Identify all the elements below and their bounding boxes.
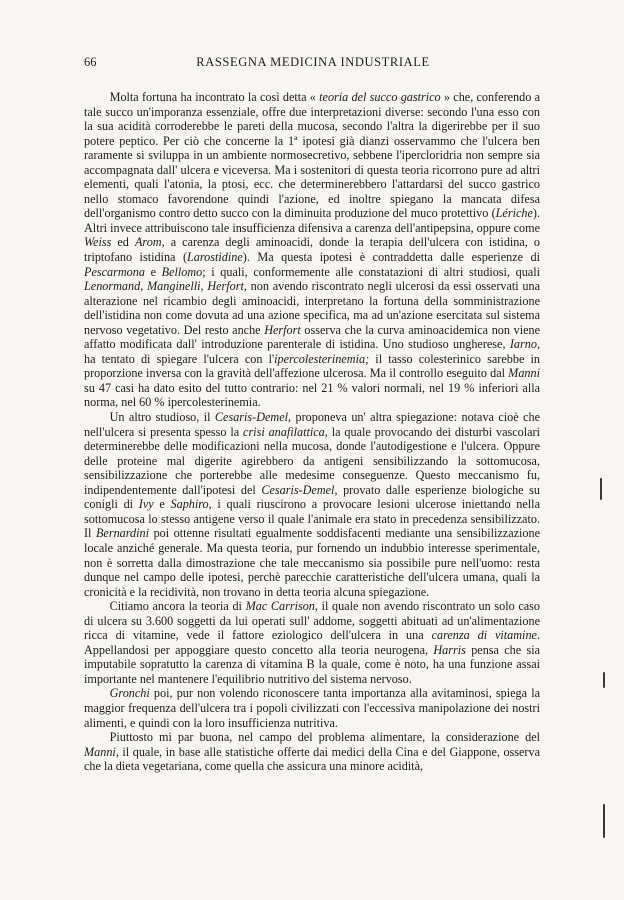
text-run: Citiamo ancora la teoria di bbox=[109, 599, 246, 614]
italic-run: Larostidine bbox=[187, 250, 243, 265]
italic-run: Cesaris-Demel bbox=[214, 410, 289, 425]
italic-run: Iarno bbox=[509, 337, 537, 352]
text-run: Un altro studioso, il bbox=[109, 410, 215, 425]
running-title: RASSEGNA MEDICINA INDUSTRIALE bbox=[196, 55, 430, 69]
italic-run: Manni bbox=[84, 744, 116, 759]
page-number: 66 bbox=[84, 55, 97, 69]
italic-run: crisi anafilattica bbox=[243, 424, 325, 439]
italic-run: ipercolesterinemia; bbox=[274, 351, 370, 366]
text-run: , ha tentato di spiegare l'ulcera con l' bbox=[84, 337, 540, 366]
text-run: ). Ma questa ipotesi è contraddetta dalle esperienze di bbox=[242, 250, 540, 265]
text-run: , il quale non avendo riscontrato un solo caso di ulcera su 3.600 soggetti da lui operati sull' addome, soggetti abituati ad un'alimentazione ricca di vitamine, vede il fattore eziologico dell'ulcera in una bbox=[84, 599, 540, 643]
text-run: e bbox=[153, 497, 171, 512]
text-run: , proponeva un' altra spiegazione: notava cioè che nell'ulcera si presenta spesso la bbox=[84, 410, 540, 439]
italic-run: Bernardini bbox=[95, 526, 150, 541]
paragraph bbox=[84, 730, 540, 774]
text-run: Piuttosto mi par buona, nel campo del problema alimentare, la considerazione del bbox=[109, 730, 540, 745]
italic-run: Manginelli bbox=[147, 279, 201, 294]
italic-run: Ivy bbox=[138, 497, 154, 512]
text-run: » che, conferendo a tale succo un'imporanza essenziale, offre due interpretazioni diverse: secondo l'una esso con la sua acidità corroderebbe le pareti della mucosa, secondo l'altra la digerirebbe per il suo potere peptico. Per ciò che concerne la 1ª ipotesi già dianzi osservammo che l'ulcera ben raramente si sviluppa in un ambiente normosecretivo, sebbene l'ipercloridria non sempre sia accompagnata dall' ulcera e viceversa. Ma i sostenitori di questa teoria ricorrono pure ad altri elementi, quali l'atonia, la ptosi, ecc. che determinerebbero l'attardarsi del succo gastrico nello stomaco favorendone quindi l'azione, ed inoltre spiegano la mancata difesa dell'organismo contro detto succo con la diminuita produzione del muco protettivo ( bbox=[84, 90, 540, 221]
body-text bbox=[84, 90, 540, 774]
italic-run: teoria del succo gastrico bbox=[319, 90, 441, 104]
italic-run: Arom bbox=[134, 235, 162, 250]
text-run: poi ottenne risultati egualmente soddisfacenti mediante una sensibilizzazione locale anziché generale. Ma questa teoria, pur fornendo un indubbio interesse sperimentale, non è sorretta dalla dimostrazione che tale meccanismo sia possibile pure nell'uomo: resta dunque nel campo delle ipotesi, perchè parecchie caratteristiche dell'ulcera umana, quali la cronicità e la recidività, non trovano in detta teoria alcuna spiegazione. bbox=[84, 526, 540, 599]
italic-run: Cesaris-Demel bbox=[261, 482, 335, 497]
margin-mark bbox=[600, 478, 602, 500]
text-run: ; i quali, conformemente alle constatazioni di altri studiosi, quali bbox=[202, 264, 540, 279]
italic-run: Saphiro bbox=[170, 497, 209, 512]
italic-run: Herfort bbox=[207, 279, 244, 294]
italic-run: Lenormand bbox=[84, 279, 141, 294]
paragraph bbox=[84, 410, 540, 599]
margin-mark bbox=[603, 804, 605, 838]
text-run: , bbox=[200, 279, 208, 294]
italic-run: Herfort bbox=[264, 322, 301, 337]
text-run: ed bbox=[111, 235, 135, 250]
text-run: , bbox=[140, 279, 148, 294]
italic-run: Harris bbox=[433, 642, 466, 657]
italic-run: Manni bbox=[508, 366, 540, 381]
text-run: su 47 casi ha dato esito del tutto contrario: nel 21 % valori normali, nel 19 % inferiori alla norma, nel 60 % ipercolesterinemia. bbox=[84, 380, 540, 410]
italic-run: carenza di vitamine bbox=[431, 628, 537, 643]
text-run: poi, pur non volendo riconoscere tanta importanza alla avitaminosi, spiega la maggior frequenza dell'ulcera tra i popoli civilizzati con l'eccessiva manipolazione dei nostri alimenti, e quindi con la loro insufficienza nutritiva. bbox=[84, 686, 540, 730]
text-run: Molta fortuna ha incontrato la così detta « bbox=[109, 90, 320, 104]
text-run: , a carenza degli aminoacidi, donde la terapia dell'ulcera con istidina, o triptofano istidina ( bbox=[84, 235, 540, 265]
italic-run: Mac Carrison bbox=[245, 599, 315, 614]
text-run: ). Altri invece attribuiscono tale insufficienza difensiva a carenza dell'antipepsina, oppure come bbox=[84, 206, 540, 235]
italic-run: Lériche bbox=[495, 206, 533, 221]
text-run: , non avendo riscontrato negli ulcerosi da essi osservati una alterazione nel ricambio degli aminoacidi, interpretano la fortuna della somministrazione dell'istidina non come dovuta ad una azione specifica, ma ad un'azione esercitata sul sistema nervoso vegetativo. Del resto anche bbox=[84, 279, 541, 337]
paragraph bbox=[84, 599, 540, 686]
text-run: pensa che sia imputabile sopratutto la carenza di vitamina B la quale, come è noto, ha una funzione assai importante nel mantenere l'equilibrio nutritivo del sistema nervoso. bbox=[84, 642, 541, 686]
text-run: , i quali riuscirono a provocare lesioni ulcerose iniettando nella sottomucosa lo stesso antigene verso il quale l'animale era stato in precedenza sensibilizzato. Il bbox=[84, 497, 540, 541]
margin-mark bbox=[603, 672, 605, 688]
text-run: , il quale, in base alle statistiche offerte dai medici della Cina e del Giappone, osserva che la dieta vegetariana, come quella che assicura una minore acidità, bbox=[84, 744, 540, 774]
text-run: , provato dalle esperienze biologiche su conigli di bbox=[84, 482, 540, 512]
paragraph bbox=[84, 90, 540, 410]
text-run: osserva che la curva aminoacidemica non viene affatto modificata dall' introduzione parenterale di istidina. Uno studioso ungherese, bbox=[84, 322, 540, 352]
italic-run: Gronchi bbox=[109, 686, 150, 701]
italic-run: Pescarmona bbox=[84, 264, 145, 279]
paragraph bbox=[84, 686, 540, 730]
text-run: . Appellandosi per appoggiare questo concetto alla teoria neurogena, bbox=[84, 628, 540, 657]
text-run: e bbox=[144, 264, 162, 279]
text-run: , la quale provocando dei disturbi vascolari determinerebbe delle modificazioni nella mucosa, donde l'autodigestione e l'ulcera. Oppure delle proteine mal digerite agirebbero da antigeni sensibilizzando la sottomucosa, sensibilizzazione che porterebbe alle medesime conseguenze. Questo meccanismo fu, indipendentemente dall'ipotesi del bbox=[84, 424, 540, 497]
text-run: il tasso colesterinico sarebbe in proporzione inversa con la gravità dell'affezione ulcerosa. Ma il controllo eseguito dal bbox=[84, 351, 540, 381]
italic-run: Bellomo bbox=[161, 264, 203, 279]
italic-run: Weiss bbox=[84, 235, 112, 250]
